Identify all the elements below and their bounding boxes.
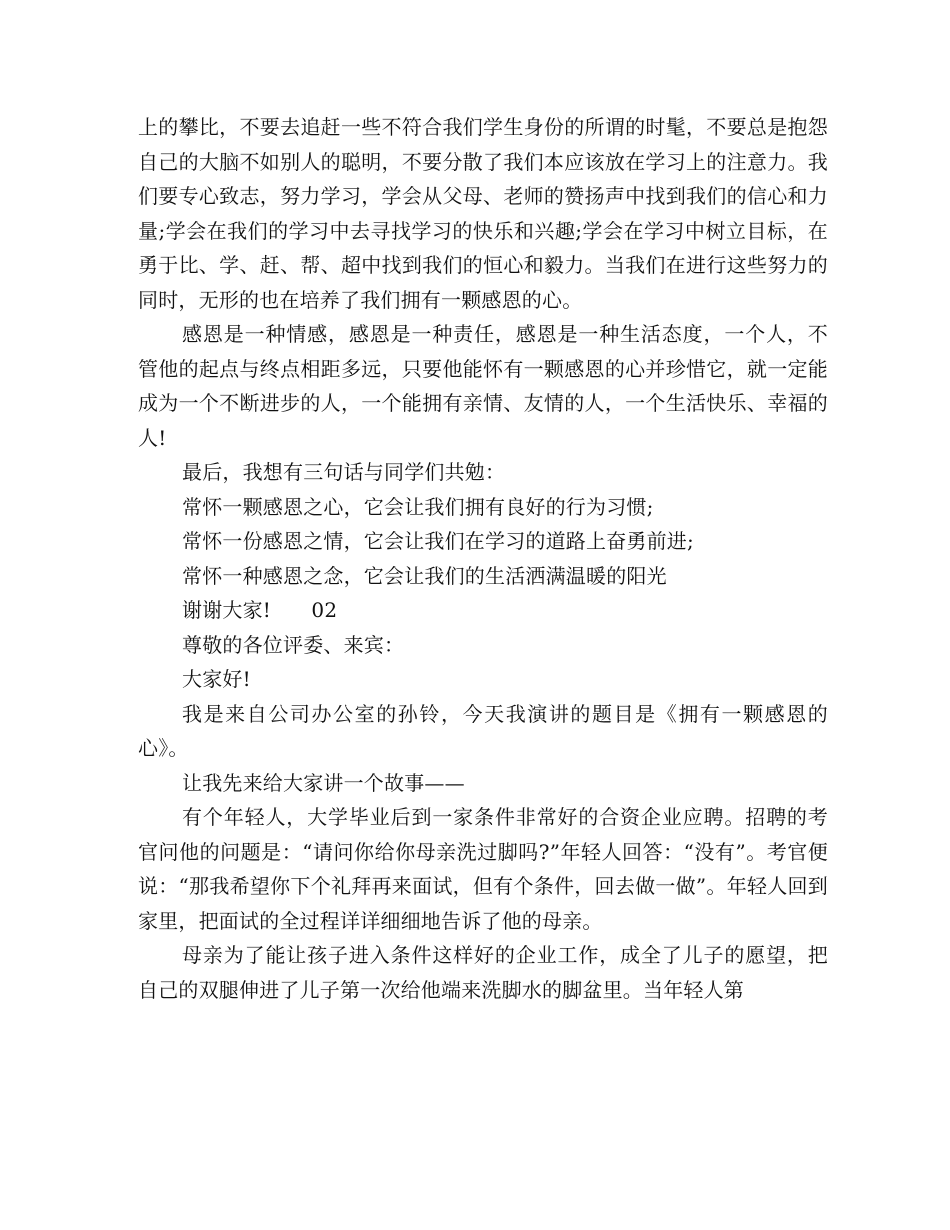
paragraph: 谢谢大家! 02 xyxy=(182,598,338,622)
document-body xyxy=(138,110,828,1007)
paragraph: 我是来自公司办公室的孙铃，今天我演讲的题目是《拥有一颗感恩的心》。 xyxy=(138,701,828,760)
paragraph: 让我先来给大家讲一个故事—— xyxy=(182,770,465,795)
paragraph: 常怀一种感恩之念，它会让我们的生活洒满温暖的阳光 xyxy=(182,563,667,588)
paragraph: 感恩是一种情感，感恩是一种责任，感恩是一种生活态度，一个人，不管他的起点与终点相距多远，只要他能怀有一颗感恩的心并珍惜它，就一定能成为一个不断进步的人，一个能拥有亲情、友情的人，一个生活快乐、幸福的人! xyxy=(138,322,828,450)
paragraph: 常怀一份感恩之情，它会让我们在学习的道路上奋勇前进; xyxy=(182,529,694,553)
paragraph: 大家好! xyxy=(182,667,251,691)
paragraph: 最后，我想有三句话与同学们共勉： xyxy=(182,460,506,484)
paragraph: 上的攀比，不要去追赶一些不符合我们学生身份的所谓的时髦，不要总是抱怨自己的大脑不如别人的聪明，不要分散了我们本应该放在学习上的注意力。我们要专心致志，努力学习，学会从父母、老师的赞扬声中找到我们的信心和力量;学会在我们的学习中去寻找学习的快乐和兴趣;学会在学习中树立目标，在勇于比、学、赶、帮、超中找到我们的恒心和毅力。当我们在进行这些努力的同时，无形的也在培养了我们拥有一颗感恩的心。 xyxy=(138,115,828,312)
paragraph: 常怀一颗感恩之心，它会让我们拥有良好的行为习惯; xyxy=(182,494,654,519)
paragraph: 有个年轻人，大学毕业后到一家条件非常好的合资企业应聘。招聘的考官问他的问题是：“请问你给你母亲洗过脚吗?”年轻人回答：“没有”。考官便说：“那我希望你下个礼拜再来面试，但有个条件，回去做一做”。年轻人回到家里，把面试的全过程详详细细地告诉了他的母亲。 xyxy=(138,805,828,933)
paragraph: 母亲为了能让孩子进入条件这样好的企业工作，成全了儿子的愿望，把自己的双腿伸进了儿子第一次给他端来洗脚水的脚盆里。当年轻人第 xyxy=(138,943,828,1002)
paragraph: 尊敬的各位评委、来宾： xyxy=(182,632,405,657)
